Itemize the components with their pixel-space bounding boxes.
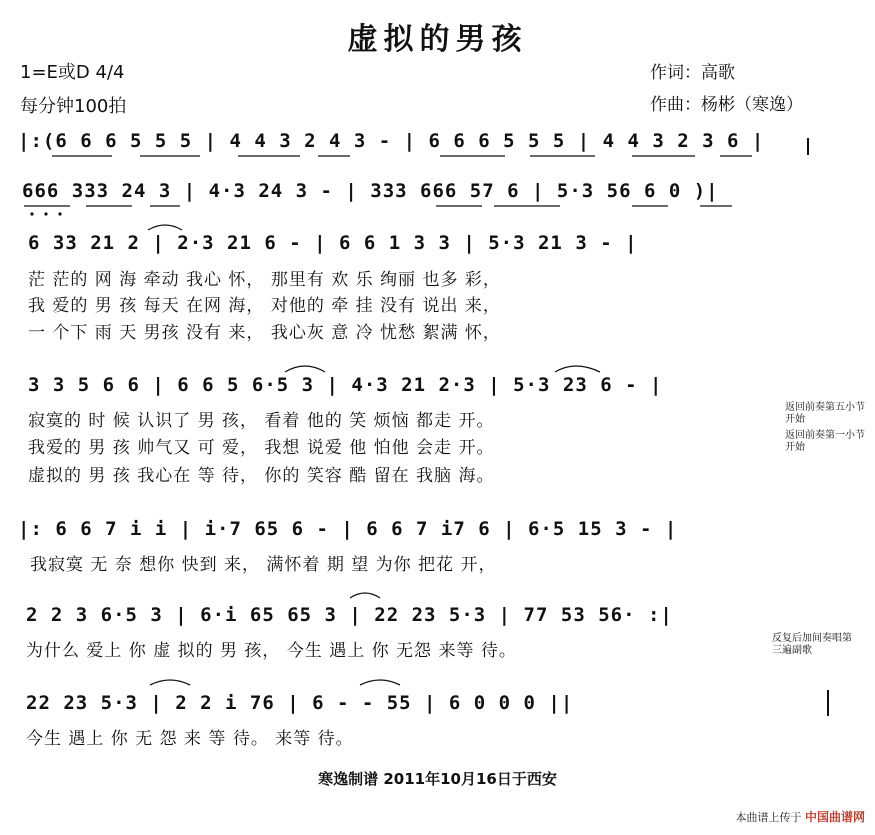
notation-row-6: 2 2 3 6·5 3 | 6·i 65 65 3 | 22 23 5·3 | 77 53 56· :| — [26, 604, 673, 626]
lyric-line: 今生 遇上 你 无 怨 来 等 待。 来等 待。 — [26, 729, 354, 749]
lyric-line: 我爱的 男 孩 帅气又 可 爱， 我想 说爱 他 怕他 会走 开。 — [28, 438, 495, 458]
footer-note: 寒逸制谱 2011年10月16日于西安 — [318, 770, 557, 788]
side-note: 返回前奏第一小节开始 — [785, 430, 865, 453]
lyric-line: 我 爱的 男 孩 每天 在网 海， 对他的 牵 挂 没有 说出 来， — [28, 296, 501, 316]
lyric-line: 茫 茫的 网 海 牵动 我心 怀， 那里有 欢 乐 绚丽 也多 彩， — [28, 270, 501, 290]
site-logo: 中国曲谱网 — [804, 810, 865, 824]
notation-row-7: 22 23 5·3 | 2 2 i 76 | 6 - - 55 | 6 0 0 0 || — [26, 692, 574, 714]
notation-row-1: |:(6 6 6 5 5 5 | 4 4 3 2 4 3 - | 6 6 6 5 5 5 | 4 4 3 2 3 6 | — [18, 130, 765, 152]
lyric-line: 虚拟的 男 孩 我心在 等 待， 你的 笑容 酷 留在 我脑 海。 — [28, 466, 495, 486]
lyric-line: 一 个下 雨 天 男孩 没有 来， 我心灰 意 冷 忧愁 絮满 怀， — [28, 323, 501, 343]
composer: 作曲：杨彬（寒逸） — [650, 95, 803, 115]
notation-row-5: |: 6 6 7 i i | i·7 65 6 - | 6 6 7 i7 6 | 6·5 15 3 - | — [18, 518, 678, 540]
side-note: 反复后加间奏唱第三遍副歌 — [772, 633, 852, 656]
upload-credit — [735, 808, 865, 825]
side-note: 返回前奏第五小节开始 — [785, 402, 865, 425]
lyric-line: 为什么 爱上 你 虚 拟的 男 孩， 今生 遇上 你 无怨 来等 待。 — [26, 641, 517, 661]
lyric-line: 我寂寞 无 奈 想你 快到 来， 满怀着 期 望 为你 把花 开， — [30, 555, 497, 575]
key-signature: 1=E或D 4/4 — [20, 62, 125, 83]
lyric-line: 寂寞的 时 候 认识了 男 孩， 看着 他的 笑 烦恼 都走 开。 — [28, 411, 495, 431]
notation-row-4: 3 3 5 6 6 | 6 6 5 6·5 3 | 4·3 21 2·3 | 5·3 23 6 - | — [28, 374, 663, 396]
notation-row-3: 6 33 21 2 | 2·3 21 6 - | 6 6 1 3 3 | 5·3 21 3 - | — [28, 232, 638, 254]
lyricist: 作词：高歌 — [650, 63, 735, 83]
score-title: 虚拟的男孩 — [347, 22, 528, 57]
tempo: 每分钟100拍 — [20, 96, 127, 117]
notation-row-2: 666 333 24 3 | 4·3 24 3 - | 333 666 57 6 | 5·3 56 6 0 )| — [22, 180, 719, 202]
credit-text: 本曲谱上传于 — [735, 811, 802, 824]
